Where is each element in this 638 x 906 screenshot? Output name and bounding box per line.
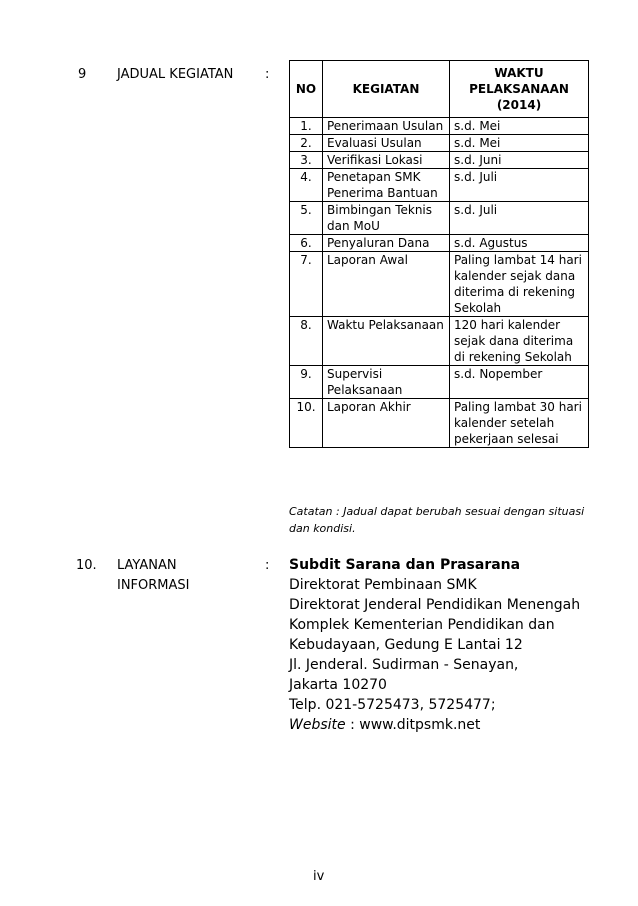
table-row — [290, 366, 589, 399]
row-waktu: s.d. Juni — [450, 152, 589, 169]
section-10-colon: : — [265, 558, 270, 573]
row-kegiatan: Waktu Pelaksanaan — [323, 317, 450, 366]
row-kegiatan: Laporan Akhir — [323, 399, 450, 448]
row-no: 5. — [290, 202, 323, 235]
row-waktu: s.d. Mei — [450, 118, 589, 135]
row-no: 7. — [290, 252, 323, 317]
row-no: 8. — [290, 317, 323, 366]
row-kegiatan: Penetapan SMK Penerima Bantuan — [323, 169, 450, 202]
row-kegiatan: Verifikasi Lokasi — [323, 152, 450, 169]
row-no: 10. — [290, 399, 323, 448]
row-waktu: s.d. Nopember — [450, 366, 589, 399]
section-10-label-line1: LAYANAN — [117, 558, 177, 573]
contact-line: Jl. Jenderal. Sudirman - Senayan, — [289, 657, 519, 673]
section-10-number: 10. — [76, 558, 97, 573]
table-row — [290, 235, 589, 252]
website-label: Website — [289, 717, 346, 733]
section-9-colon: : — [265, 67, 270, 82]
row-no: 2. — [290, 135, 323, 152]
table-row — [290, 252, 589, 317]
row-waktu: s.d. Juli — [450, 169, 589, 202]
website-line — [289, 715, 609, 735]
contact-line: Jakarta 10270 — [289, 677, 387, 693]
row-no: 9. — [290, 366, 323, 399]
table-row — [290, 317, 589, 366]
contact-info — [289, 555, 609, 735]
contact-line: Telp. 021-5725473, 5725477; — [289, 697, 496, 713]
row-no: 6. — [290, 235, 323, 252]
row-kegiatan: Laporan Awal — [323, 252, 450, 317]
schedule-table-header — [290, 61, 589, 118]
section-9-number: 9 — [78, 67, 87, 82]
header-waktu: WAKTU PELAKSANAAN (2014) — [450, 61, 589, 118]
row-kegiatan: Penyaluran Dana — [323, 235, 450, 252]
row-kegiatan: Supervisi Pelaksanaan — [323, 366, 450, 399]
table-row — [290, 118, 589, 135]
table-row — [290, 135, 589, 152]
row-kegiatan: Penerimaan Usulan — [323, 118, 450, 135]
table-row — [290, 399, 589, 448]
contact-line: Kebudayaan, Gedung E Lantai 12 — [289, 637, 523, 653]
row-no: 1. — [290, 118, 323, 135]
table-row — [290, 202, 589, 235]
contact-line: Direktorat Pembinaan SMK — [289, 577, 477, 593]
schedule-table — [289, 60, 589, 448]
row-kegiatan: Bimbingan Teknis dan MoU — [323, 202, 450, 235]
row-no: 4. — [290, 169, 323, 202]
website-url[interactable]: www.ditpsmk.net — [359, 717, 481, 733]
row-waktu: 120 hari kalender sejak dana diterima di rekening Sekolah — [450, 317, 589, 366]
schedule-note: Catatan : Jadual dapat berubah sesuai dengan situasi dan kondisi. — [289, 505, 585, 535]
contact-title: Subdit Sarana dan Prasarana — [289, 557, 521, 573]
section-10-label-line2: INFORMASI — [117, 578, 190, 593]
row-waktu: s.d. Mei — [450, 135, 589, 152]
row-no: 3. — [290, 152, 323, 169]
row-waktu: Paling lambat 30 hari kalender setelah pekerjaan selesai — [450, 399, 589, 448]
header-kegiatan: KEGIATAN — [323, 61, 450, 118]
row-kegiatan: Evaluasi Usulan — [323, 135, 450, 152]
contact-line: Komplek Kementerian Pendidikan dan — [289, 617, 555, 633]
header-no: NO — [290, 61, 323, 118]
row-waktu: s.d. Juli — [450, 202, 589, 235]
row-waktu: Paling lambat 14 hari kalender sejak dana diterima di rekening Sekolah — [450, 252, 589, 317]
page-number: iv — [313, 869, 325, 884]
website-separator: : — [345, 717, 360, 733]
table-row — [290, 152, 589, 169]
table-row — [290, 169, 589, 202]
section-9-label: JADUAL KEGIATAN — [117, 67, 234, 82]
contact-line: Direktorat Jenderal Pendidikan Menengah — [289, 597, 581, 613]
row-waktu: s.d. Agustus — [450, 235, 589, 252]
